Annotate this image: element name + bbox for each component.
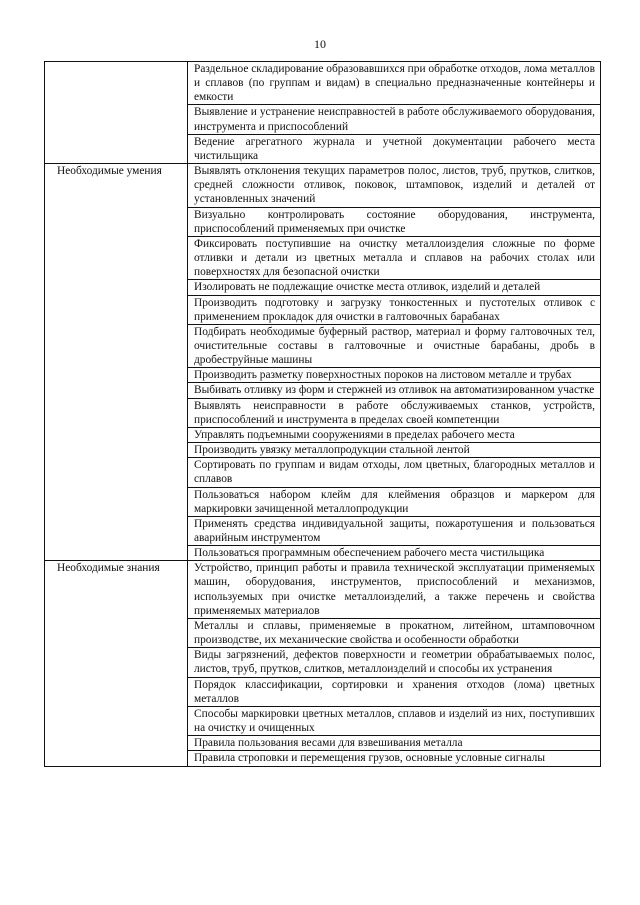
table-row	[45, 561, 601, 619]
category-cell: Необходимые знания	[45, 561, 188, 766]
requirements-table	[44, 61, 601, 767]
requirement-cell: Производить увязку металлопродукции стальной лентой	[188, 443, 601, 458]
requirement-cell: Выявлять отклонения текущих параметров полос, листов, труб, прутков, слитков, средней сложности отливок, поковок, штамповок, изделий и деталей от установленных значений	[188, 164, 601, 207]
requirement-cell: Подбирать необходимые буферный раствор, материал и форму галтовочных тел, очистительные составы в галтовочные и очистные барабаны, дробь в дробеструйные машины	[188, 324, 601, 367]
requirement-cell: Правила пользования весами для взвешивания металла	[188, 736, 601, 751]
requirement-cell: Производить разметку поверхностных пороков на листовом металле и трубах	[188, 368, 601, 383]
requirement-cell: Производить подготовку и загрузку тонкостенных и пустотелых отливок с применением прокладок для очистки в галтовочных барабанах	[188, 295, 601, 324]
requirement-cell: Фиксировать поступившие на очистку металлоизделия сложные по форме отливки и детали из цветных металла и сплавов на рабочих столах или поверхностях для безопасной очистки	[188, 236, 601, 279]
requirement-cell: Устройство, принцип работы и правила технической эксплуатации применяемых машин, оборудования, инструментов, приспособлений и механизмов, используемых при очистке металлоизделий, а также перечень и свойства применяемых материалов	[188, 561, 601, 619]
requirement-cell: Способы маркировки цветных металлов, сплавов и изделий из них, поступивших на очистку и очищенных	[188, 706, 601, 735]
requirement-cell: Металлы и сплавы, применяемые в прокатном, литейном, штамповочном производстве, их механические свойства и особенности обработки	[188, 618, 601, 647]
requirement-cell: Раздельное складирование образовавшихся при обработке отходов, лома металлов и сплавов (по группам и видам) в специально предназначенные контейнеры и емкости	[188, 62, 601, 105]
requirement-cell: Визуально контролировать состояние оборудования, инструмента, приспособлений применяемых при очистке	[188, 207, 601, 236]
page-number: 10	[314, 37, 326, 51]
requirement-cell: Ведение агрегатного журнала и учетной документации рабочего места чистильщика	[188, 134, 601, 163]
category-cell: Необходимые умения	[45, 164, 188, 561]
requirement-cell: Сортировать по группам и видам отходы, лом цветных, благородных металлов и сплавов	[188, 458, 601, 487]
requirement-cell: Пользоваться программным обеспечением рабочего места чистильщика	[188, 546, 601, 561]
table-row	[45, 164, 601, 207]
requirement-cell: Выбивать отливку из форм и стержней из отливок на автоматизированном участке	[188, 383, 601, 398]
requirement-cell: Порядок классификации, сортировки и хранения отходов (лома) цветных металлов	[188, 677, 601, 706]
requirement-cell: Изолировать не подлежащие очистке места отливок, изделий и деталей	[188, 280, 601, 295]
requirement-cell: Виды загрязнений, дефектов поверхности и геометрии обрабатываемых полос, листов, труб, прутков, слитков, металлоизделий и способы их устранения	[188, 648, 601, 677]
table-row	[45, 62, 601, 105]
requirements-table-body	[45, 62, 601, 767]
requirement-cell: Управлять подъемными сооружениями в пределах рабочего места	[188, 427, 601, 442]
category-cell	[45, 62, 188, 164]
requirement-cell: Правила строповки и перемещения грузов, основные условные сигналы	[188, 751, 601, 766]
requirement-cell: Пользоваться набором клейм для клеймения образцов и маркером для маркировки зачищенной металлопродукции	[188, 487, 601, 516]
requirement-cell: Применять средства индивидуальной защиты, пожаротушения и пользоваться аварийным инструментом	[188, 516, 601, 545]
requirement-cell: Выявлять неисправности в работе обслуживаемых станков, устройств, приспособлений и инструмента в пределах своей компетенции	[188, 398, 601, 427]
requirement-cell: Выявление и устранение неисправностей в работе обслуживаемого оборудования, инструмента и приспособлений	[188, 105, 601, 134]
